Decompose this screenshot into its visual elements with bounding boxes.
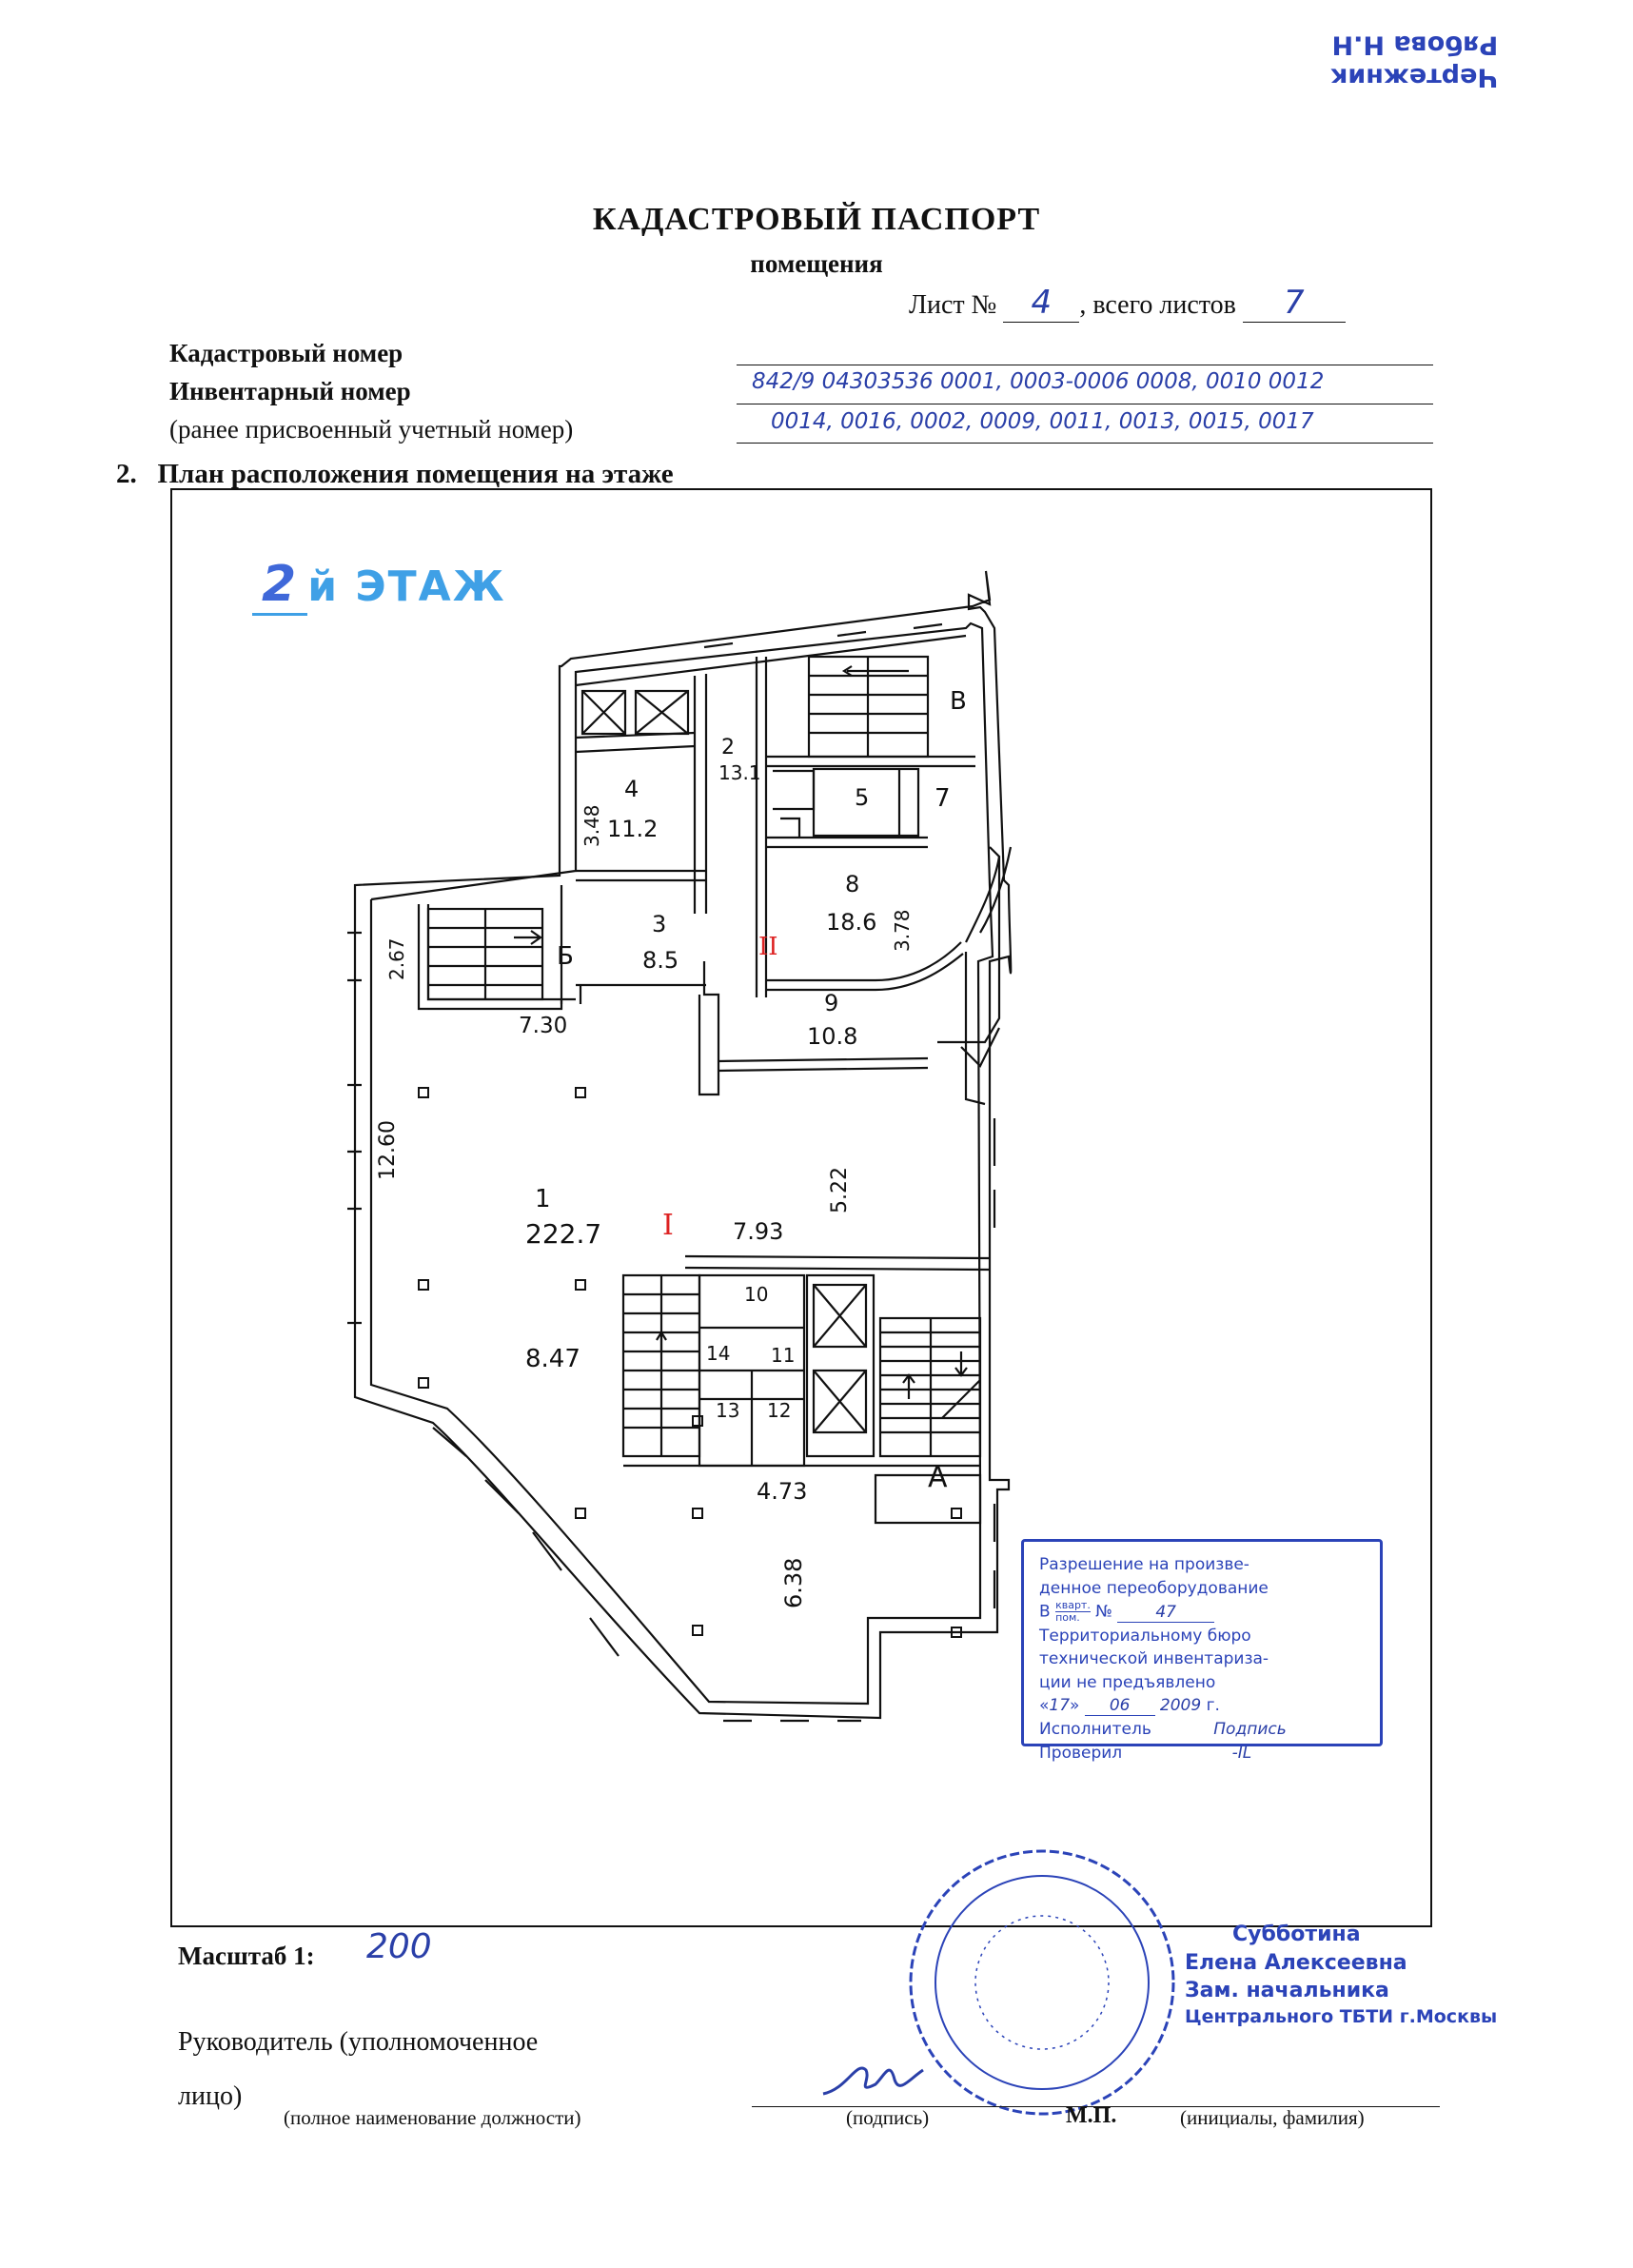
dim-638: 6.38 [780, 1557, 807, 1608]
approval-stamp [1021, 1539, 1383, 1763]
room-8-area: 18.6 [826, 909, 877, 936]
dim-378: 3.78 [891, 909, 914, 952]
room-8-id: 8 [845, 871, 860, 897]
scale-value: 200 [366, 1927, 432, 1966]
stamp-line5: технической инвентариза- [1039, 1649, 1269, 1669]
inventory-value-line1: 842/9 04303536 0001, 0003-0006 0008, 0010 0012 [752, 369, 1325, 394]
document-subtitle: помещения [750, 249, 883, 278]
room-3-id: 3 [652, 911, 667, 937]
stamp-fraction-bottom: пом. [1055, 1611, 1080, 1625]
seal-line3: Зам. начальника [1185, 1979, 1389, 2003]
room-3-area: 8.5 [642, 947, 679, 974]
stamp-checker [1039, 1742, 1365, 1765]
stamp-executor-sign: Подпись [1213, 1720, 1287, 1740]
stamp-executor [1039, 1718, 1365, 1742]
room-4-id: 4 [624, 776, 639, 802]
dim-793: 7.93 [733, 1218, 784, 1245]
sheet-number: 4 [1003, 284, 1079, 323]
seal-line1: Субботина [1232, 1923, 1361, 1946]
corner-stamp-line1: Чертежник [1330, 62, 1499, 92]
scale-label: Масштаб 1: [178, 1942, 315, 1970]
previous-line [737, 443, 1433, 444]
signature-icon [818, 2041, 942, 2108]
roman-label-1: I [662, 1209, 674, 1242]
signature-caption: (подпись) [846, 2106, 930, 2129]
stamp-no-value: 47 [1117, 1603, 1214, 1623]
stamp-executor-label: Исполнитель [1039, 1720, 1151, 1740]
stamp-checker-label: Проверил [1039, 1743, 1123, 1763]
name-caption: (инициалы, фамилия) [1180, 2106, 1365, 2129]
total-number: 7 [1243, 284, 1346, 323]
seal-line4: Центрального ТБТИ г.Москвы [1185, 2006, 1498, 2028]
dim-522: 5.22 [828, 1167, 852, 1213]
room-5-id: 5 [855, 784, 870, 811]
position-caption: (полное наименование должности) [284, 2106, 581, 2129]
room-2-area: 13.1 [718, 761, 761, 784]
stamp-date-month: 06 [1085, 1696, 1155, 1716]
round-seal-icon [904, 1844, 1180, 2120]
stamp-checker-sign: -IL [1231, 1743, 1252, 1763]
stamp-date-day: 17 [1049, 1696, 1071, 1716]
room-14-id: 14 [706, 1342, 731, 1365]
sheet-label: Лист № [909, 290, 997, 320]
stamp-date: «17» 06 2009 г. [1039, 1696, 1220, 1716]
section-title: План расположения помещения на этаже [157, 459, 674, 489]
stair-label-v: В [950, 687, 967, 716]
cadastral-label: Кадастровый номер [169, 339, 403, 367]
seal-text [1185, 1921, 1497, 2030]
floor-text: й ЭТАЖ [307, 562, 506, 611]
room-9-area: 10.8 [807, 1023, 858, 1050]
inventory-value-line2: 0014, 0016, 0002, 0009, 0011, 0013, 0015, 0017 [771, 409, 1314, 434]
section-number: 2. [116, 459, 137, 489]
stamp-caption: М.П. [1066, 2103, 1117, 2128]
roman-label-2: II [758, 933, 778, 961]
document-title: КАДАСТРОВЫЙ ПАСПОРТ [592, 202, 1041, 237]
dim-1260: 12.60 [376, 1120, 400, 1180]
inventory-label: Инвентарный номер [169, 377, 411, 405]
room-1-area: 222.7 [525, 1218, 602, 1250]
corner-stamp [1330, 29, 1498, 93]
total-label: , всего листов [1079, 290, 1236, 320]
room-11-id: 11 [771, 1344, 796, 1367]
room-1-id: 1 [535, 1185, 551, 1213]
dim-473: 4.73 [757, 1478, 808, 1505]
stair-label-a: А [928, 1461, 948, 1494]
room-12-id: 12 [767, 1399, 792, 1422]
dim-730: 7.30 [519, 1014, 568, 1038]
stair-label-b: Б [557, 942, 574, 971]
section-heading [116, 459, 674, 490]
stamp-in: В [1039, 1602, 1051, 1622]
stamp-no: № [1095, 1602, 1112, 1622]
dim-847: 8.47 [525, 1345, 580, 1373]
dim-348: 3.48 [580, 804, 603, 847]
manager-label-line2: лицо) [178, 2081, 243, 2111]
room-13-id: 13 [716, 1399, 740, 1422]
dim-extra [490, 1713, 492, 1714]
manager-label-line1: Руководитель (уполномоченное [178, 2027, 539, 2057]
dim-267: 2.67 [385, 937, 408, 980]
stamp-date-year: 2009 [1159, 1696, 1202, 1716]
sheet-info [909, 284, 1346, 323]
floor-number: 2 [252, 556, 307, 616]
room-2-id: 2 [721, 736, 735, 759]
room-4-area: 11.2 [607, 816, 659, 842]
stamp-line2: денное переоборудование [1039, 1578, 1269, 1598]
room-9-id: 9 [824, 990, 839, 1016]
corner-stamp-line2: Рябова Н.Н [1331, 30, 1499, 60]
seal-line2: Елена Алексеевна [1185, 1950, 1407, 1975]
previous-number-label: (ранее присвоенный учетный номер) [169, 415, 574, 444]
room-7-id: 7 [935, 784, 951, 813]
stamp-line1: Разрешение на произве- [1039, 1555, 1249, 1574]
stamp-line4: Территориальному бюро [1039, 1626, 1251, 1646]
stamp-fraction-top: кварт. [1055, 1599, 1091, 1612]
stamp-line3 [1039, 1600, 1365, 1624]
stamp-fraction [1055, 1600, 1091, 1624]
room-10-id: 10 [744, 1283, 769, 1306]
stamp-line6: ции не предъявлено [1039, 1672, 1216, 1692]
